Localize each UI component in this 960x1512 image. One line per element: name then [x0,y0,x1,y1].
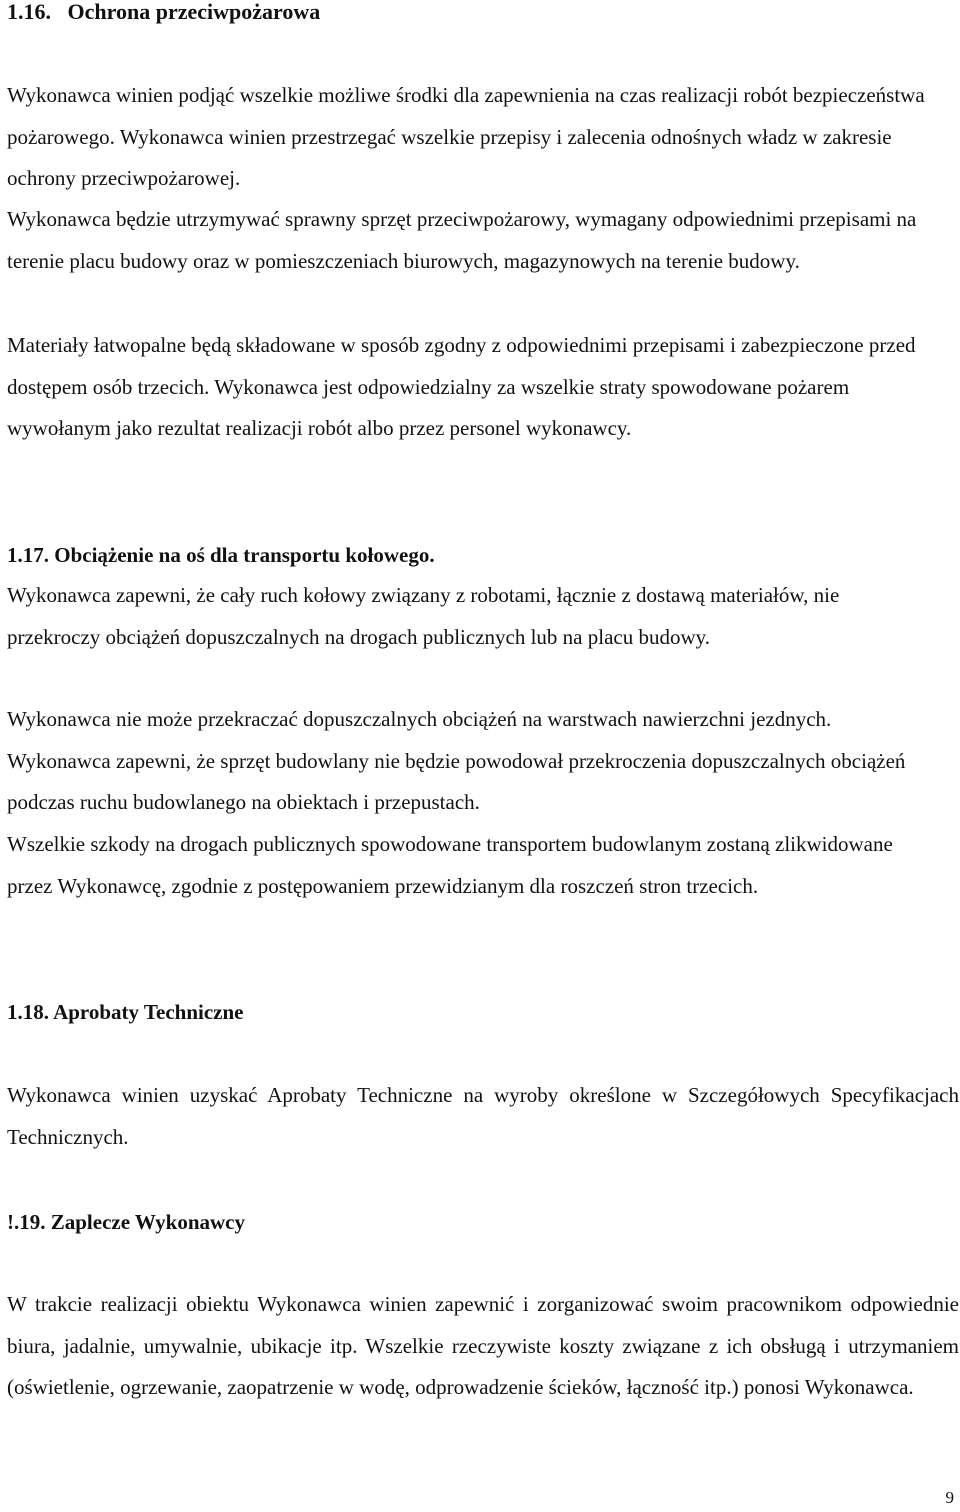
section-1-17-heading: 1.17. Obciążenie na oś dla transportu kołowego. [7,543,435,567]
section-1-18-paragraph-1: Wykonawca winien uzyskać Aprobaty Techniczne na wyroby określone w Szczegółowych Specyfikacjach Technicznych. [7,1083,959,1149]
section-1-18-heading: 1.18. Aprobaty Techniczne [7,1000,244,1024]
page-number: 9 [945,1488,954,1507]
section-1-16-heading: 1.16. Ochrona przeciwpożarowa [7,0,321,24]
section-1-16-paragraph-1: Wykonawca winien podjąć wszelkie możliwe środki dla zapewnienia na czas realizacji robót bezpieczeństwa pożarowego. Wykonawca winien przestrzegać wszelkie przepisy i zalecenia odnośnych władz w zakresie ochrony przeciwpożarowej. [7,83,925,190]
section-1-17-paragraph-2: Wykonawca nie może przekraczać dopuszczalnych obciążeń na warstwach nawierzchni jezdnych. Wykonawca zapewni, że sprzęt budowlany nie będzie powodował przekroczenia dopuszczalnych obciążeń podczas ruchu budowlanego na obiektach i przepustach. [7,707,906,814]
section-1-17-paragraph-1: Wykonawca zapewni, że cały ruch kołowy związany z robotami, łącznie z dostawą materiałów, nie przekroczy obciążeń dopuszczalnych na drogach publicznych lub na placu budowy. [7,583,840,649]
section-1-16-paragraph-2: Wykonawca będzie utrzymywać sprawny sprzęt przeciwpożarowy, wymagany odpowiednimi przepisami na terenie placu budowy oraz w pomieszczeniach biurowych, magazynowych na terenie budowy. [7,207,917,273]
section-1-16-paragraph-3: Materiały łatwopalne będą składowane w sposób zgodny z odpowiednimi przepisami i zabezpieczone przed dostępem osób trzecich. Wykonawca jest odpowiedzialny za wszelkie straty spowodowane pożarem wywołanym jako rezultat realizacji robót albo przez personel wykonawcy. [7,333,916,440]
section-1-19-paragraph-1: W trakcie realizacji obiektu Wykonawca winien zapewnić i zorganizować swoim pracownikom odpowiednie biura, jadalnie, umywalnie, ubikacje itp. Wszelkie rzeczywiste koszty związane z ich obsługą i utrzymaniem (oświetlenie, ogrzewanie, zaopatrzenie w wodę, odprowadzenie ścieków, łączność itp.) ponosi Wykonawca. [7,1292,959,1399]
section-1-19-heading: !.19. Zaplecze Wykonawcy [7,1210,245,1234]
section-1-17-paragraph-3: Wszelkie szkody na drogach publicznych spowodowane transportem budowlanym zostaną zlikwidowane przez Wykonawcę, zgodnie z postępowaniem przewidzianym dla roszczeń stron trzecich. [7,832,893,898]
